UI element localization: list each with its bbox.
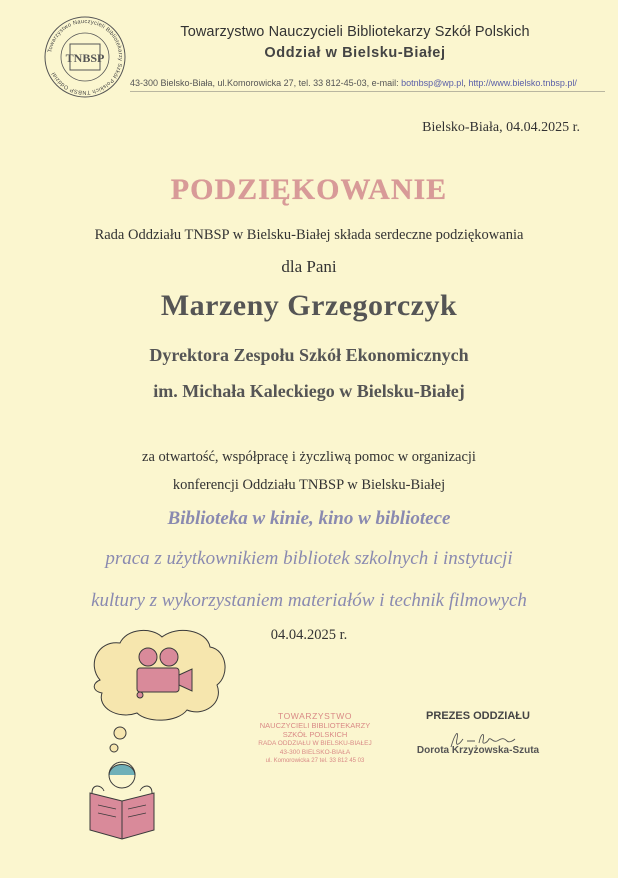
president-name: Dorota Krzyżowska-Szuta [416, 745, 540, 756]
conference-date: 04.04.2025 r. [270, 627, 348, 643]
stamp-line-2: NAUCZYCIELI BIBLIOTEKARZY [259, 721, 371, 730]
recipient-salutation: dla Pani [281, 257, 337, 276]
conference-subtitle-line-2: kultury z wykorzystaniem materiałów i technik filmowych [91, 590, 527, 611]
email-link[interactable]: botnbsp@wp.pl [401, 78, 464, 88]
recipient-role-line-2: im. Michała Kaleckiego w Bielsku-Białej [153, 381, 465, 401]
stamp-line-5: 43-300 BIELSKO-BIAŁA [279, 749, 351, 756]
stamp-line-6: ul. Komorowicka 27 tel. 33 812 45 03 [265, 758, 365, 764]
organization-name: Towarzystwo Nauczycieli Bibliotekarzy Szkół Polskich [180, 24, 530, 40]
letterhead [0, 0, 618, 100]
address-text: 43-300 Bielsko-Biała, ul.Komorowicka 27, tel. 33 812-45-03, e-mail: [130, 78, 402, 88]
recipient-name: Marzeny Grzegorczyk [160, 289, 458, 322]
address-separator: , [463, 78, 469, 88]
header-divider [130, 91, 605, 92]
organization-address [130, 78, 590, 88]
website-link[interactable]: http://www.bielsko.tnbsp.pl/ [468, 78, 577, 88]
organization-branch: Oddział w Bielsku-Białej [264, 45, 446, 61]
president-title: PREZES ODDZIAŁU [426, 710, 530, 722]
document-title: PODZIĘKOWANIE [170, 173, 448, 206]
recipient-role-line-1: Dyrektora Zespołu Szkół Ekonomicznych [149, 345, 469, 365]
svg-text:TNBSP: TNBSP [65, 51, 105, 65]
conference-subtitle-line-1: praca z użytkownikiem bibliotek szkolnych i instytucji [105, 548, 513, 569]
logo-ring-text: Towarzystwo Nauczycieli Bibliotekarzy Szkół Polskich TNBSP Oddział [47, 18, 124, 96]
stamp-line-4: RADA ODDZIAŁU W BIELSKU-BIAŁEJ [258, 740, 372, 747]
stamp-line-1: TOWARZYSTWO [277, 711, 353, 721]
place-and-date: Bielsko-Biała, 04.04.2025 r. [422, 120, 580, 135]
conference-title: Biblioteka w kinie, kino w bibliotece [167, 508, 451, 529]
stamp-line-3: SZKÓŁ POLSKICH [282, 730, 348, 739]
reader-dreaming-of-film-camera-icon [82, 625, 232, 855]
tnbsp-seal-icon [40, 12, 130, 102]
intro-line: Rada Oddziału TNBSP w Bielsku-Białej składa serdeczne podziękowania [94, 227, 524, 243]
reason-line-2: konferencji Oddziału TNBSP w Bielsku-Białej [172, 477, 446, 493]
organization-stamp [240, 712, 390, 766]
reason-line-1: za otwartość, współpracę i życzliwą pomoc w organizacji [142, 449, 476, 465]
